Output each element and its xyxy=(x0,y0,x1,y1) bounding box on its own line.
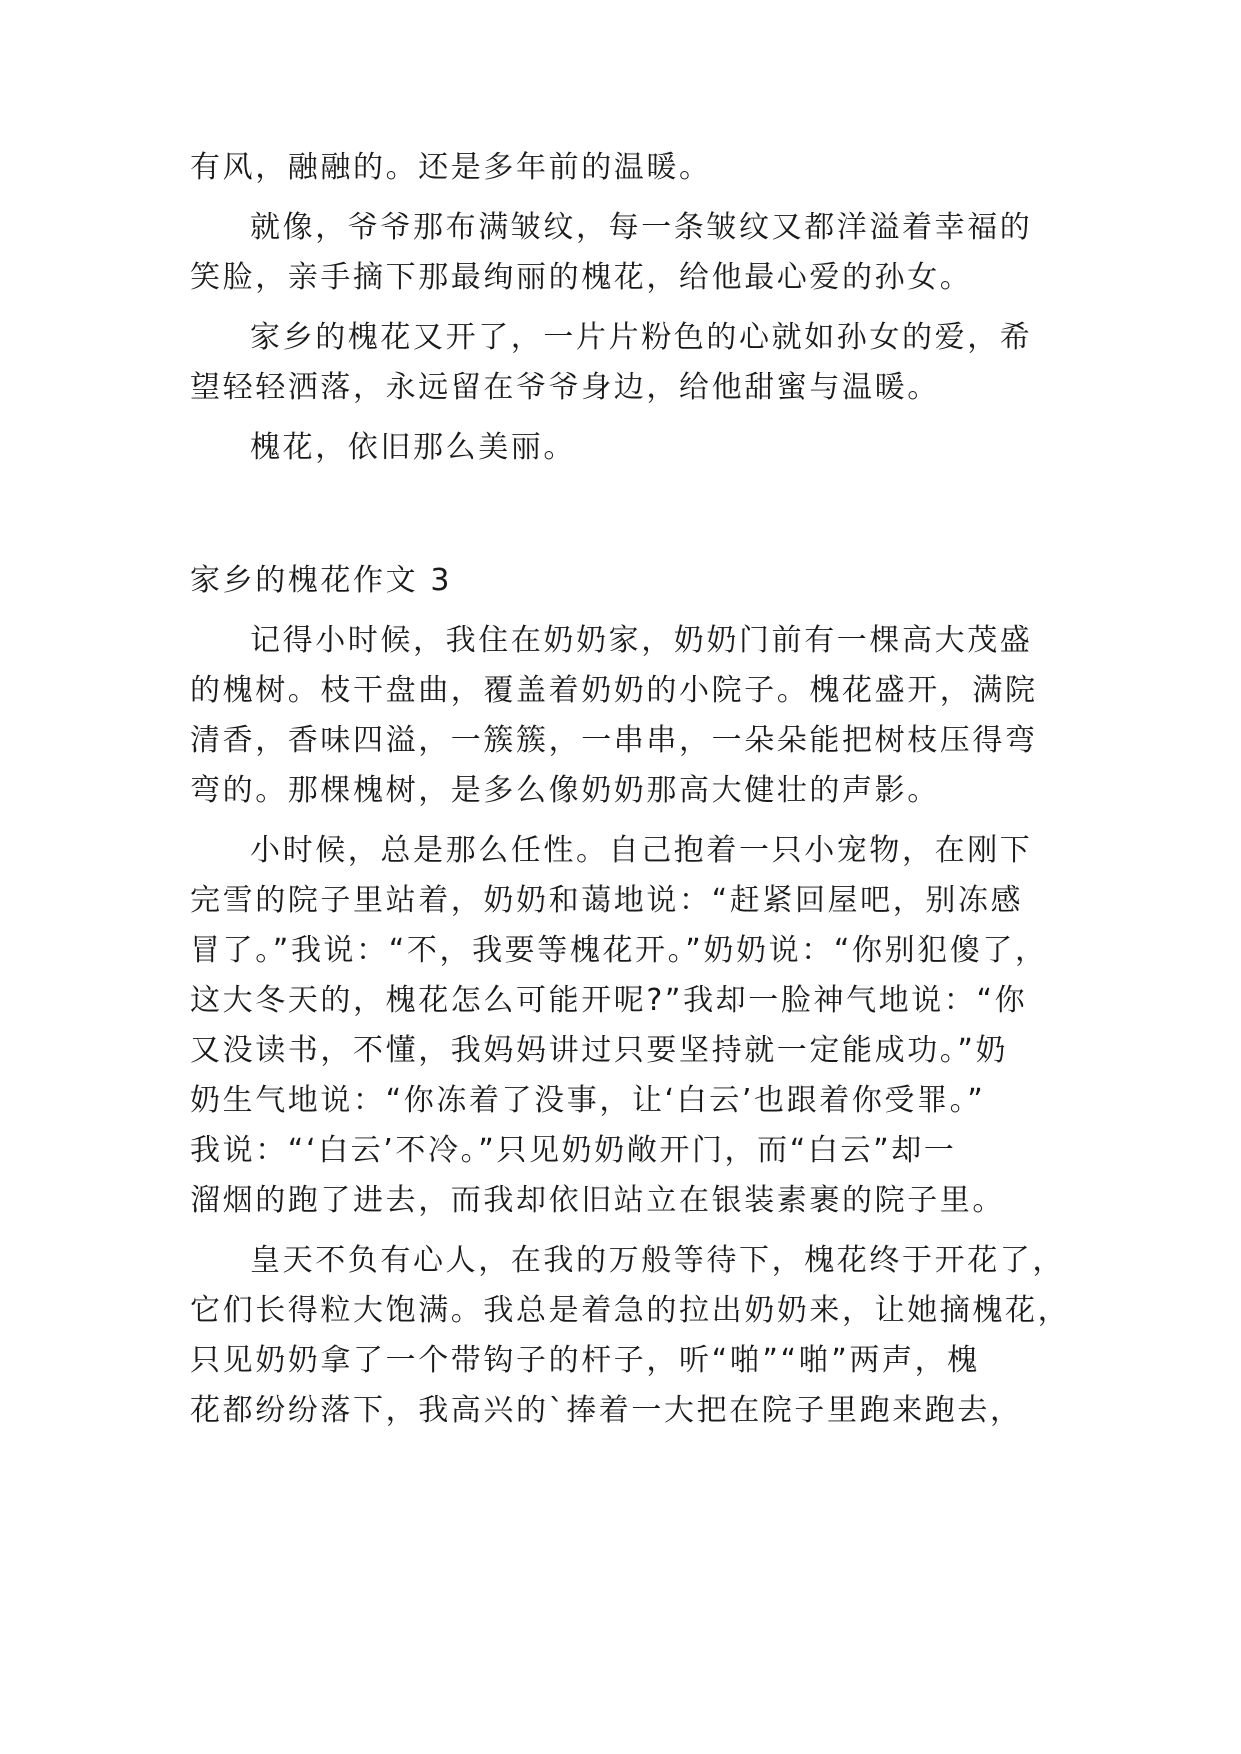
section-heading: 家乡的槐花作文 3 xyxy=(190,563,453,598)
paragraph-line: 奶生气地说：“你冻着了没事，让‘白云’也跟着你受罪。” xyxy=(190,1083,986,1118)
paragraph-line: 弯的。那棵槐树，是多么像奶奶那高大健壮的声影。 xyxy=(190,773,940,808)
paragraph-line: 有风，融融的。还是多年前的温暖。 xyxy=(190,150,712,185)
paragraph-line: 槐花，依旧那么美丽。 xyxy=(250,430,576,465)
paragraph-line: 皇天不负有心人，在我的万般等待下，槐花终于开花了， xyxy=(250,1243,1065,1278)
paragraph-line: 就像，爷爷那布满皱纹，每一条皱纹又都洋溢着幸福的 xyxy=(250,210,1033,245)
paragraph-line: 这大冬天的，槐花怎么可能开呢?”我却一脸神气地说：“你 xyxy=(190,983,1028,1018)
paragraph-line: 望轻轻洒落，永远留在爷爷身边，给他甜蜜与温暖。 xyxy=(190,370,940,405)
paragraph-line: 又没读书，不懂，我妈妈讲过只要坚持就一定能成功。”奶 xyxy=(190,1033,1009,1068)
paragraph-line: 溜烟的跑了进去，而我却依旧站立在银装素裹的院子里。 xyxy=(190,1183,1005,1218)
paragraph-line: 清香，香味四溢，一簇簇，一串串，一朵朵能把树枝压得弯 xyxy=(190,723,1038,758)
paragraph-line: 冒了。”我说：“不，我要等槐花开。”奶奶说：“你别犯傻了， xyxy=(190,933,1048,968)
paragraph-line: 它们长得粒大饱满。我总是着急的拉出奶奶来，让她摘槐花， xyxy=(190,1293,1071,1328)
paragraph-line: 笑脸，亲手摘下那最绚丽的槐花，给他最心爱的孙女。 xyxy=(190,260,973,295)
paragraph-line: 家乡的槐花又开了，一片片粉色的心就如孙女的爱，希 xyxy=(250,320,1033,355)
paragraph-line: 我说：“‘白云’不冷。”只见奶奶敞开门，而“白云”却一 xyxy=(190,1133,957,1168)
paragraph-line: 完雪的院子里站着，奶奶和蔼地说：“赶紧回屋吧，别冻感 xyxy=(190,883,1024,918)
paragraph-line: 的槐树。枝干盘曲，覆盖着奶奶的小院子。槐花盛开，满院 xyxy=(190,673,1038,708)
paragraph-line: 记得小时候，我住在奶奶家，奶奶门前有一棵高大茂盛 xyxy=(250,623,1033,658)
paragraph-line: 花都纷纷落下，我高兴的`捧着一大把在院子里跑来跑去， xyxy=(190,1393,1023,1428)
paragraph-line: 小时候，总是那么任性。自己抱着一只小宠物，在刚下 xyxy=(250,833,1033,868)
paragraph-line: 只见奶奶拿了一个带钩子的杆子，听“啪”“啪”两声，槐 xyxy=(190,1343,980,1378)
